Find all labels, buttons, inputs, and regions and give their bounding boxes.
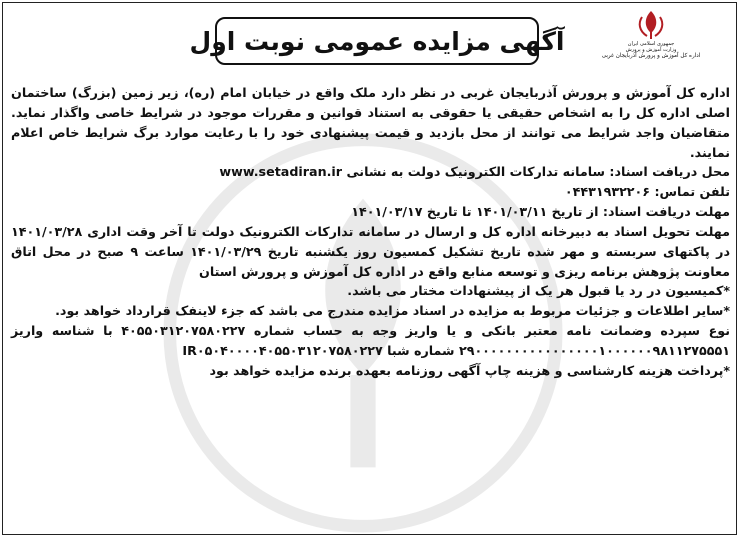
fee-line: *پرداخت هزینه کارشناسی و هزینه چاپ آگهی روزنامه بعهده برنده مزایده خواهد بود xyxy=(209,362,730,378)
notice-frame xyxy=(2,2,737,535)
deposit-paragraph: نوع سپرده وضمانت نامه معتبر بانکی و یا واریز وجه به حساب شماره ۴۰۵۵۰۳۱۲۰۷۵۸۰۲۲۷ با شناسه واریز ۲۹۰۰۰۰۰۰۰۰۰۰۰۰۰۰۰۰۱۰۰۰۰۰۰۹۸۱۱۲۷۵۵۵۱ شماره شبا IR۰۵۰۴۰۰۰۰۴۰۵۵۰۳۱۲۰۷۵۸۰۲۲۷ xyxy=(11,323,730,358)
setadiran-link[interactable]: www.setadiran.ir xyxy=(219,164,343,180)
intro-paragraph: اداره کل آموزش و پرورش آذربایجان غربی در نظر دارد ملک واقع در خیابان امام (ره)، زیر زمین (بزرگ) ساختمان اصلی اداره کل را به اشخاص حقیقی یا حقوقی به استناد قوانین و مقررات موجود در شرایط خاصی واگذار نماید. متقاضیان واجد شرایط می توانند از محل بازدید و قیمت پیشنهادی خود را با رعایت موارد برگ شرایط خاص اعلام نمایند. xyxy=(11,85,730,160)
phone-line xyxy=(11,182,730,202)
doc-deadline-line xyxy=(11,202,730,222)
logo-line-3: اداره کل آموزش و پرورش آذربایجان غربی xyxy=(601,53,701,59)
doc-deadline-text: از تاریخ ۱۴۰۱/۰۳/۱۱ تا تاریخ ۱۴۰۱/۰۳/۱۷ xyxy=(351,204,599,220)
other-info-line: *سایر اطلاعات و جزئیات مربوط به مزایده در اسناد مزایده مندرج می باشد که جزء لاینفک قرارداد خواهد بود. xyxy=(55,303,730,319)
phone-label: تلفن تماس: xyxy=(654,184,730,200)
doc-location-label: محل دریافت اسناد: xyxy=(609,164,730,180)
iran-emblem-icon xyxy=(636,9,666,41)
ministry-logo xyxy=(576,9,726,83)
logo-line-2: وزارت آموزش و پرورش xyxy=(625,47,677,53)
header xyxy=(3,3,736,83)
commission-line: *کمیسیون در رد یا قبول هر یک از پیشنهادات مختار می باشد. xyxy=(347,283,730,299)
delivery-paragraph: مهلت تحویل اسناد به دبیرخانه اداره کل و ارسال در سامانه تدارکات الکترونیک دولت تا آخر وقت اداری ۱۴۰۱/۰۳/۲۸ در پاکتهای سربسته و مهر شده تاریخ تشکیل کمسیون روز یکشنبه تاریخ ۱۴۰۱/۰۳/۲۹ ساعت ۹ صبح در محل اتاق معاونت پژوهش برنامه ریزی و توسعه منابع واقع در اداره کل آموزش و پرورش استان xyxy=(11,223,730,279)
logo-line-1: جمهوری اسلامی ایران xyxy=(627,41,675,47)
doc-deadline-label: مهلت دریافت اسناد: xyxy=(602,204,730,220)
notice-body xyxy=(11,83,730,381)
doc-location-text: سامانه تدارکات الکترونیک دولت به نشانی xyxy=(346,164,605,180)
notice-title: آگهی مزایده عمومی نوبت اول xyxy=(215,17,539,65)
doc-location-line xyxy=(11,162,730,182)
phone-number: ۰۴۴۳۱۹۳۲۲۰۶ xyxy=(564,184,651,200)
